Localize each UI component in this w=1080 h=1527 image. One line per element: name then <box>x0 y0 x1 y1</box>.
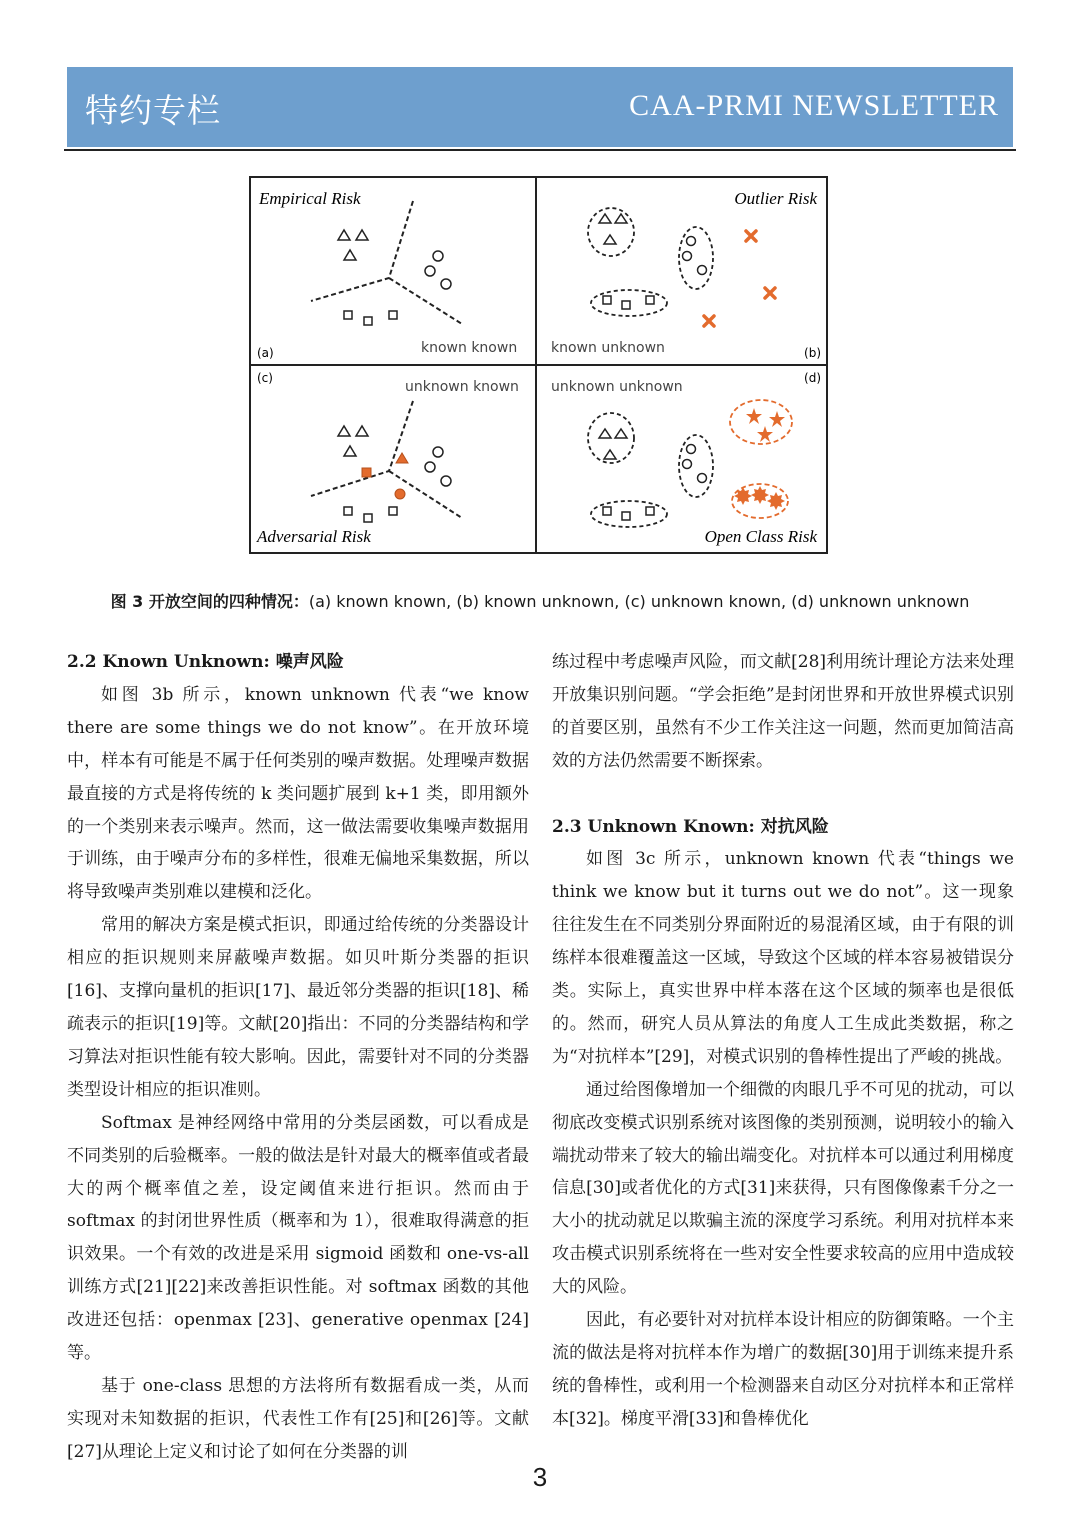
figure-3 <box>249 176 829 556</box>
open-class-burst <box>734 486 785 510</box>
panel-c-title: Adversarial Risk <box>257 527 371 546</box>
open-class-outline <box>730 400 792 444</box>
adversarial-sample <box>362 453 408 499</box>
figure-caption <box>0 589 1080 612</box>
circle-class <box>425 447 451 486</box>
open-class-star <box>746 408 785 442</box>
header-banner <box>67 67 1013 147</box>
paragraph: 基于 one-class 思想的方法将所有数据看成一类，从而实现对未知数据的拒识，代表性工作有[25]和[26]等。文献[27]从理论上定义和讨论了如何在分类器的训 <box>67 1375 529 1462</box>
decision-boundary <box>311 401 413 496</box>
panel-d-title: Open Class Risk <box>704 527 817 546</box>
panel-a-label: known known <box>421 340 518 356</box>
panel-a-title: Empirical Risk <box>259 189 361 208</box>
panel-c-tag: (c) <box>257 371 273 385</box>
outlier-cross <box>704 231 775 326</box>
header-rule <box>64 149 1016 151</box>
column-title: 特约专栏 <box>85 91 221 130</box>
panel-b-title: Outlier Risk <box>734 189 817 208</box>
triangle-class <box>338 230 368 260</box>
paragraph: 如图 3b 所示，known unknown 代表“we know there are some things we do not know”。在开放环境中，样本有可能是不属于任何类别的噪声数据。处理噪声数据最直接的方式是将传统的 k 类问题扩展到 k+1 类，即用额外的一个类别来表示噪声。然而，这一做法需要收集噪声数据用于训练，由于噪声分布的多样性，很难无偏地采集数据，所以将导致噪声类别难以建模和泛化。 <box>67 684 529 903</box>
panel-a-tag: (a) <box>257 346 274 360</box>
panel-a <box>257 189 517 360</box>
triangle-class <box>599 429 627 459</box>
section-heading-2-3: 2.3 Unknown Known: 对抗风险 <box>552 816 829 837</box>
panel-d-label: unknown unknown <box>551 379 683 395</box>
cluster-outline <box>588 208 634 256</box>
paragraph: 练过程中考虑噪声风险，而文献[28]利用统计理论方法来处理开放集识别问题。“学会拒绝”是封闭世界和开放世界模式识别的首要区别，虽然有不少工作关注这一问题，然而更加简洁高效的方法仍然需要不断探索。 <box>552 652 1014 771</box>
paragraph: 因此，有必要针对对抗样本设计相应的防御策略。一个主流的做法是将对抗样本作为增广的数据[30]用于训练来提升系统的鲁棒性，或利用一个检测器来自动区分对抗样本和正常样本[32]。梯度平滑[33]和鲁棒优化 <box>552 1310 1014 1429</box>
square-class <box>344 311 397 325</box>
circle-class <box>683 445 707 483</box>
caption-prefix: 图 3 开放空间的四种情况： <box>110 592 309 611</box>
cluster-outline <box>679 227 713 289</box>
panel-d <box>551 371 821 546</box>
caption-text: (a) known known, (b) known unknown, (c) unknown known, (d) unknown unknown <box>308 592 970 611</box>
right-column <box>552 646 1014 1436</box>
circle-class <box>425 251 451 289</box>
triangle-class <box>599 214 627 244</box>
paragraph: 如图 3c 所示，unknown known 代表“things we think we know but it turns out we do not”。这一现象往往发生在不同类别分界面附近的易混淆区域，由于有限的训练样本很难覆盖这一区域，导致这个区域的样本容易被错误分类。实际上，真实世界中样本落在这个区域的频率也是很低的。然而，研究人员从算法的角度人工生成此类数据，称之为“对抗样本”[29]，对模式识别的鲁棒性提出了严峻的挑战。 <box>552 849 1014 1067</box>
panel-b-label: known unknown <box>551 340 665 356</box>
panel-c <box>256 371 519 546</box>
triangle-class <box>338 426 368 456</box>
cluster-outline <box>679 435 713 497</box>
decision-boundary <box>311 201 413 301</box>
left-column <box>67 646 529 1469</box>
panel-d-tag: (d) <box>804 371 821 385</box>
square-class <box>344 507 397 522</box>
circle-class <box>683 237 707 275</box>
panel-b <box>551 189 821 360</box>
paragraph: Softmax 是神经网络中常用的分类层函数，可以看成是不同类别的后验概率。一般的做法是针对最大的概率值或者最大的两个概率值之差，设定阈值来进行拒识。然而由于 softmax 的封闭世界性质（概率和为 1），很难取得满意的拒识效果。一个有效的改进是采用 sigmoid 函数和 one-vs-all 训练方式[21][22]来改善拒识性能。对 softmax 函数的其他改进还包括：openmax [23]、generative openmax [24]等。 <box>67 1112 529 1364</box>
paragraph: 通过给图像增加一个细微的肉眼几乎不可见的扰动，可以彻底改变模式识别系统对该图像的类别预测，说明较小的输入端扰动带来了较大的输出端变化。对抗样本可以通过利用梯度信息[30]或者优化的方式[31]来获得，只有图像像素千分之一大小的扰动就足以欺骗主流的深度学习系统。利用对抗样本来攻击模式识别系统将在一些对安全性要求较高的应用中造成较大的风险。 <box>552 1079 1014 1298</box>
newsletter-title: CAA-PRMI NEWSLETTER <box>629 89 999 122</box>
panel-c-label: unknown known <box>405 379 519 395</box>
page-number: 3 <box>532 1462 548 1492</box>
square-class <box>603 507 654 520</box>
panel-b-tag: (b) <box>804 346 821 360</box>
square-class <box>603 296 654 309</box>
paragraph: 常用的解决方案是模式拒识，即通过给传统的分类器设计相应的拒识规则来屏蔽噪声数据。如贝叶斯分类器的拒识[16]、支撑向量机的拒识[17]、最近邻分类器的拒识[18]、稀疏表示的拒识[19]等。文献[20]指出：不同的分类器结构和学习算法对拒识性能有较大影响。因此，需要针对不同的分类器类型设计相应的拒识准则。 <box>67 915 529 1100</box>
section-heading-2-2: 2.2 Known Unknown: 噪声风险 <box>67 652 344 672</box>
